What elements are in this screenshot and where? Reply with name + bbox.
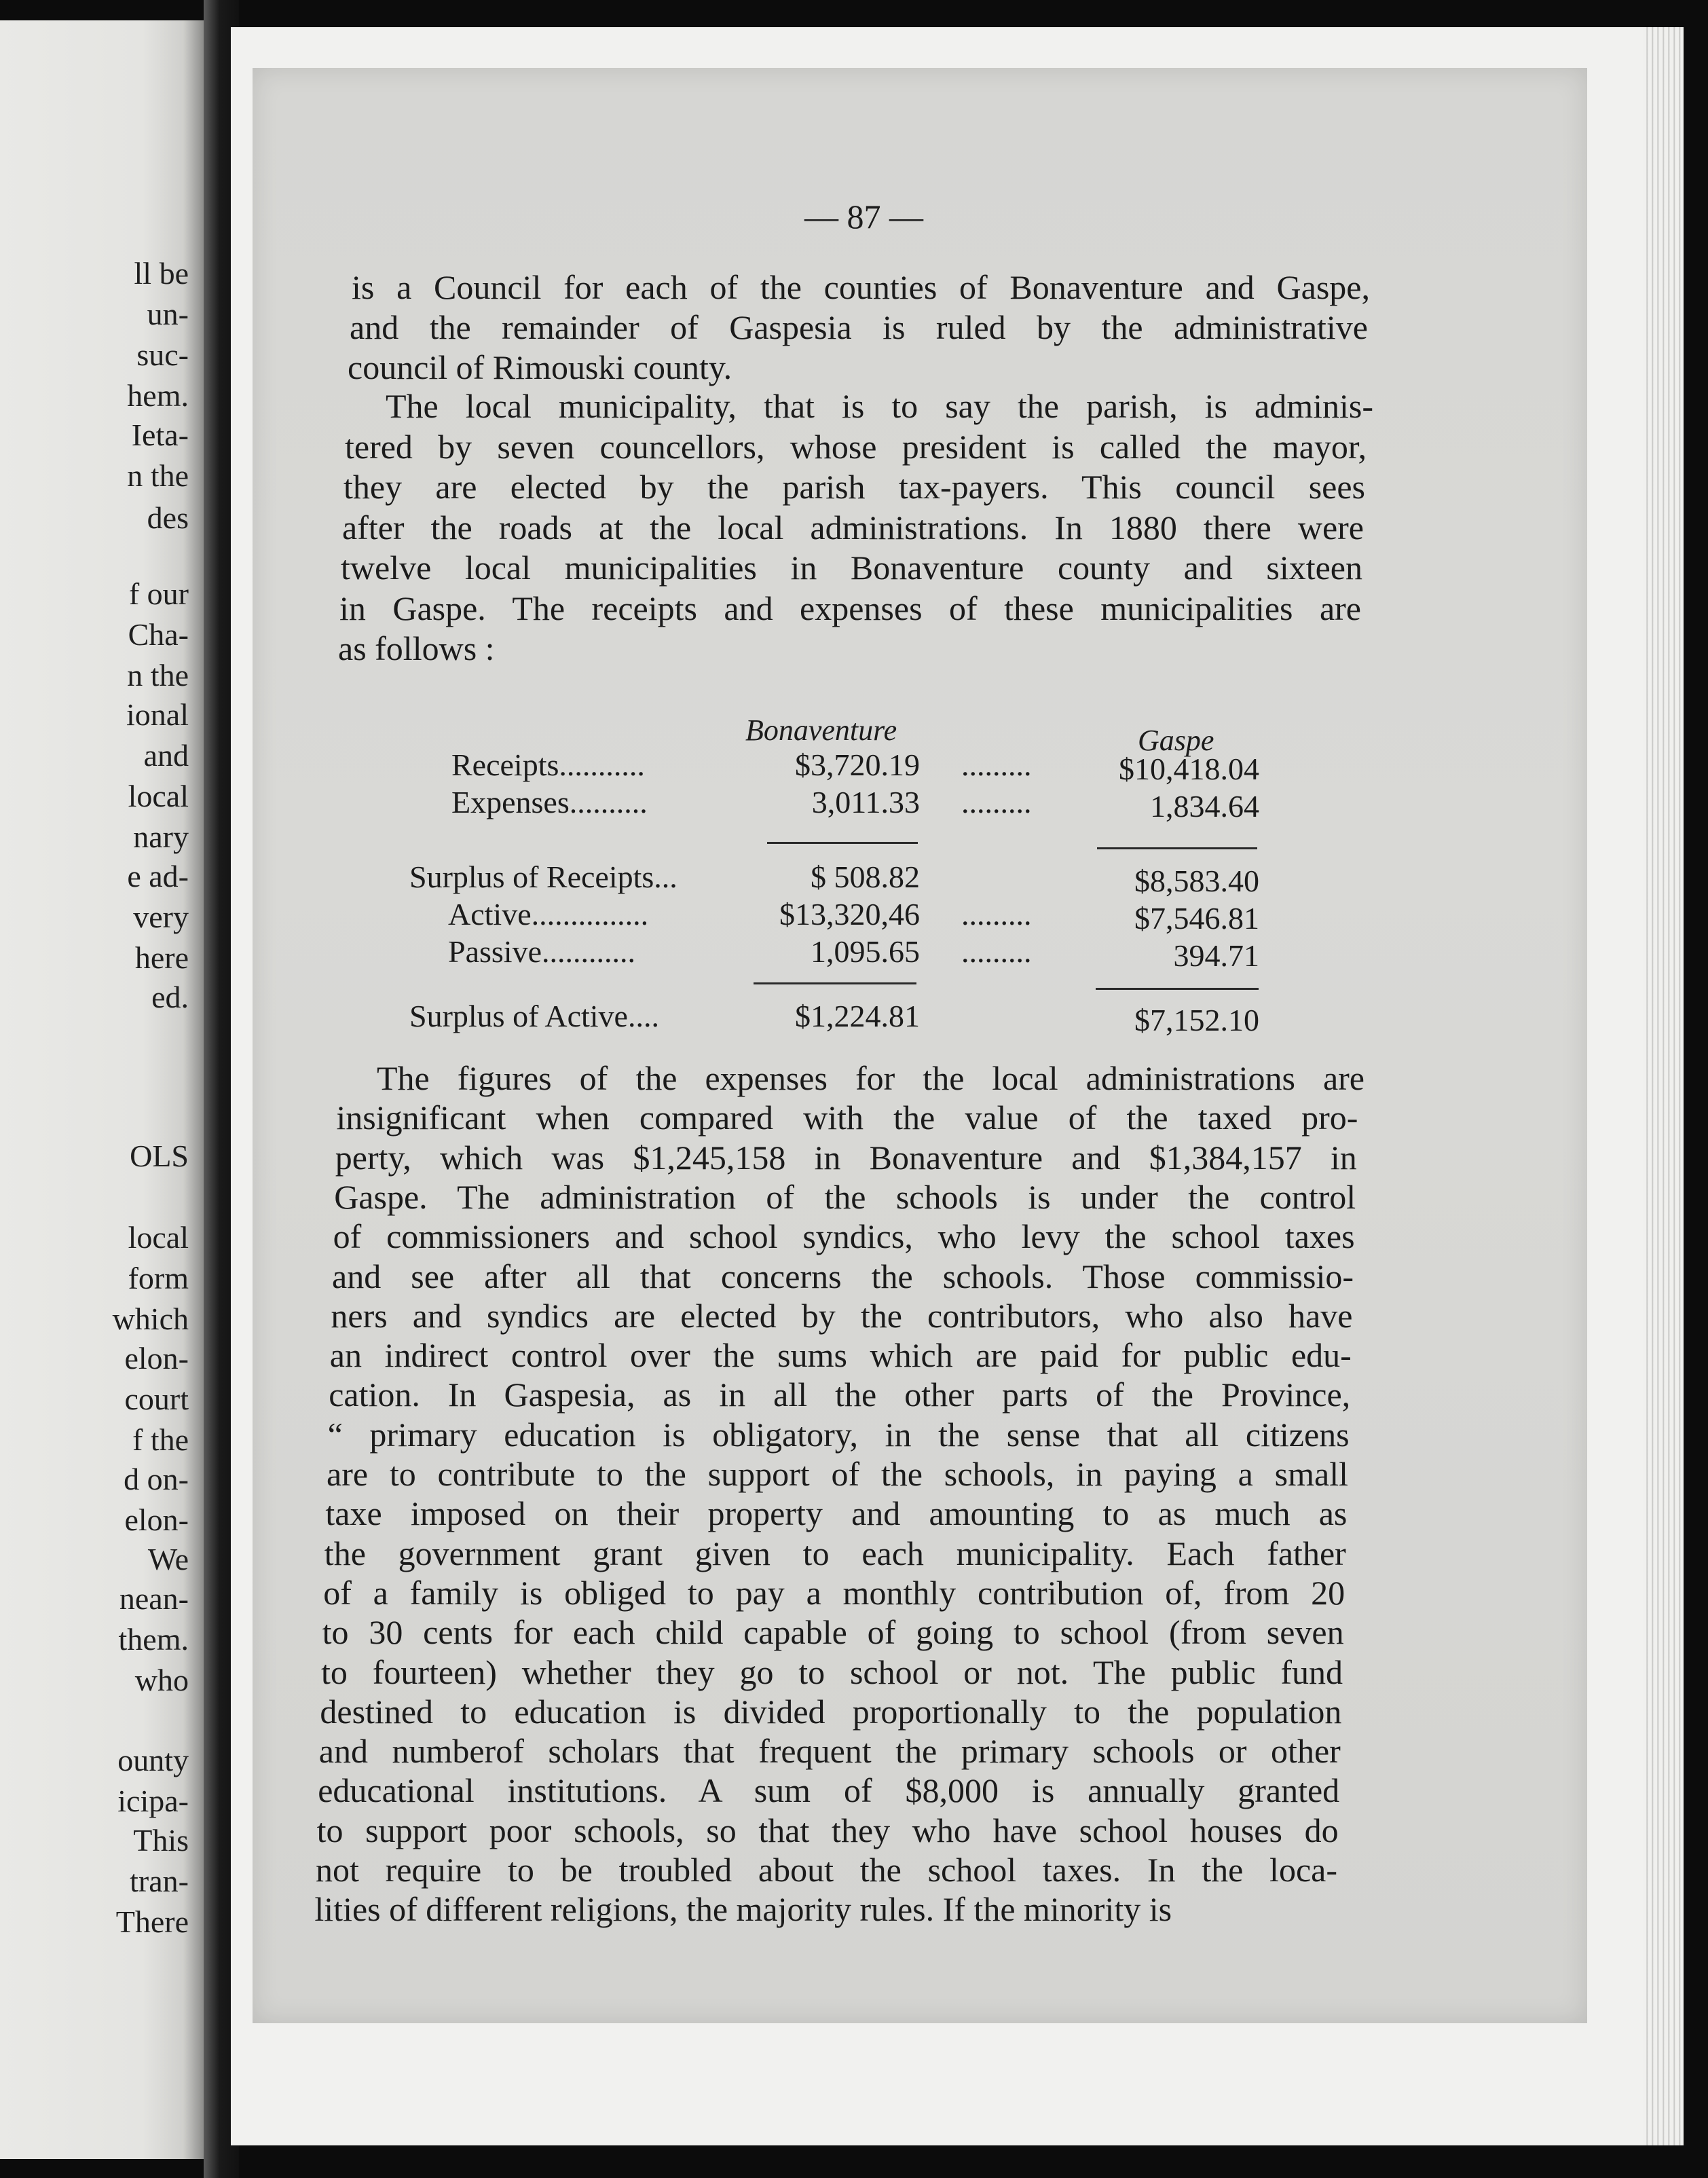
facing-page-fragment: here <box>134 940 189 975</box>
sum-rule <box>1097 847 1257 849</box>
text-line: is a Council for each of the counties of Bonaventure and Gaspe, <box>352 268 1370 306</box>
facing-page-fragment: suc- <box>136 337 189 372</box>
text-line: council of Rimouski county. <box>348 348 732 386</box>
dot-leader: ......... <box>961 897 1032 931</box>
sum-rule <box>1096 988 1259 990</box>
gaspe-value: $10,418.04 <box>1119 752 1259 786</box>
dot-leader: ......... <box>961 747 1032 782</box>
sum-rule <box>767 842 918 844</box>
facing-page-fragment: form <box>128 1261 189 1295</box>
row-label: Receipts........... <box>451 747 645 782</box>
text-line: tered by seven councellors, whose president is called the mayor, <box>345 427 1367 466</box>
facing-page-fragment: ll be <box>134 256 189 291</box>
sum-rule <box>754 982 916 984</box>
text-line: destined to education is divided proportionally to the population <box>320 1692 1342 1731</box>
bonaventure-value: $ 508.82 <box>811 860 920 894</box>
facing-page-fragment: We <box>147 1542 189 1576</box>
facing-page-fragment: un- <box>147 297 189 331</box>
facing-page-text <box>0 20 204 2159</box>
facing-page-fragment: them. <box>118 1622 189 1657</box>
facing-page-fragment: who <box>134 1663 189 1697</box>
facing-page-fragment: court <box>124 1382 189 1416</box>
bonaventure-value: $1,224.81 <box>795 999 920 1033</box>
text-line: of commissioners and school syndics, who levy the school taxes <box>333 1217 1355 1256</box>
page-number: — 87 — <box>804 198 923 236</box>
facing-page-fragment: elon- <box>124 1341 189 1376</box>
text-line: to fourteen) whether they go to school or not. The public fund <box>321 1653 1343 1691</box>
gaspe-value: 394.71 <box>1173 938 1259 973</box>
facing-page-fragment: There <box>115 1904 189 1939</box>
gaspe-value: $7,152.10 <box>1134 1003 1259 1037</box>
text-line: an indirect control over the sums which are paid for public edu- <box>329 1336 1352 1375</box>
facing-page-fragment: ounty <box>117 1743 189 1777</box>
column-header-gaspe: Gaspe <box>1138 724 1214 757</box>
text-line: and see after all that concerns the schools. Those commissio- <box>332 1257 1354 1295</box>
gaspe-value: 1,834.64 <box>1150 789 1259 824</box>
text-line: and the remainder of Gaspesia is ruled by the administrative <box>350 308 1368 346</box>
facing-page-fragment: very <box>133 900 189 934</box>
text-line: to support poor schools, so that they who have school houses do <box>316 1811 1339 1849</box>
text-line: they are elected by the parish tax-payers. This council sees <box>344 468 1365 506</box>
facing-page-fragment: Cha- <box>128 617 189 652</box>
text-line: insignificant when compared with the value of the taxed pro- <box>336 1099 1358 1137</box>
text-line: “ primary education is obligatory, in the sense that all citizens <box>327 1415 1350 1454</box>
text-line: The local municipality, that is to say the parish, is adminis- <box>386 387 1373 425</box>
facing-page-fragment: local <box>128 1220 189 1255</box>
row-label: Surplus of Active.... <box>409 999 659 1033</box>
text-line: after the roads at the local administrations. In 1880 there were <box>342 508 1364 547</box>
facing-page-fragment: f the <box>132 1422 189 1457</box>
facing-page-fragment: d on- <box>124 1462 189 1496</box>
bonaventure-value: $13,320,46 <box>779 897 920 931</box>
facing-page-fragment: and <box>143 738 189 773</box>
facing-page-fragment: which <box>112 1302 189 1336</box>
facing-page-fragment: ional <box>126 697 189 732</box>
facing-page-fragment: n the <box>127 458 189 493</box>
gaspe-value: $7,546.81 <box>1134 901 1259 936</box>
facing-page-fragment: icipa- <box>117 1784 189 1818</box>
facing-page-fragment: tran- <box>130 1864 189 1898</box>
facing-page-fragment: local <box>128 779 189 813</box>
text-line: the government grant given to each municipality. Each father <box>324 1534 1346 1572</box>
page-edges <box>1643 27 1684 2145</box>
text-line: The figures of the expenses for the local administrations are <box>377 1059 1364 1097</box>
text-line: twelve local municipalities in Bonaventure county and sixteen <box>341 549 1362 587</box>
text-line: Gaspe. The administration of the schools is under the control <box>334 1177 1356 1216</box>
facing-page-fragment: nean- <box>119 1581 189 1616</box>
text-line: of a family is obliged to pay a monthly contribution of, from 20 <box>323 1573 1345 1612</box>
facing-page <box>0 20 204 2159</box>
facing-page-fragment: ed. <box>151 980 189 1014</box>
facing-page-fragment: This <box>133 1823 189 1858</box>
row-label: Expenses.......... <box>451 785 648 819</box>
row-label: Surplus of Receipts... <box>409 860 677 894</box>
text-line: ners and syndics are elected by the contributors, who also have <box>331 1296 1353 1335</box>
gaspe-value: $8,583.40 <box>1134 864 1259 898</box>
text-line: and numberof scholars that frequent the primary schools or other <box>318 1732 1341 1771</box>
text-line: lities of different religions, the majority rules. If the minority is <box>314 1890 1172 1929</box>
text-line: taxe imposed on their property and amounting to as much as <box>325 1494 1348 1533</box>
facing-page-fragment: f our <box>128 576 189 611</box>
facing-page-fragment: nary <box>133 819 189 854</box>
facing-page-fragment: OLS <box>130 1139 189 1173</box>
column-header-bonaventure: Bonaventure <box>745 714 897 747</box>
text-line: perty, which was $1,245,158 in Bonaventure and $1,384,157 in <box>335 1138 1357 1177</box>
text-line: cation. In Gaspesia, as in all the other parts of the Province, <box>329 1376 1351 1414</box>
facing-page-fragment: des <box>147 500 189 535</box>
facing-page-fragment: elon- <box>124 1502 189 1537</box>
text-line: to 30 cents for each child capable of going to school (from seven <box>322 1613 1344 1652</box>
facing-page-fragment: hem. <box>127 378 189 413</box>
dot-leader: ......... <box>961 785 1032 819</box>
text-line: not require to be troubled about the school taxes. In the loca- <box>316 1851 1337 1889</box>
bonaventure-value: 3,011.33 <box>811 785 920 819</box>
dot-leader: ......... <box>961 934 1032 969</box>
row-label: Passive............ <box>448 934 635 969</box>
facing-page-fragment: e ad- <box>127 859 189 893</box>
text-line: are to contribute to the support of the schools, in paying a small <box>327 1455 1348 1493</box>
text-line: as follows : <box>338 629 495 667</box>
facing-page-fragment: Ieta- <box>131 418 189 452</box>
text-line: in Gaspe. The receipts and expenses of these municipalities are <box>339 589 1361 627</box>
bonaventure-value: $3,720.19 <box>795 747 920 782</box>
facing-page-fragment: n the <box>127 658 189 693</box>
text-line: educational institutions. A sum of $8,000 is annually granted <box>318 1771 1340 1810</box>
row-label: Active............... <box>448 897 649 931</box>
bonaventure-value: 1,095.65 <box>811 934 920 969</box>
